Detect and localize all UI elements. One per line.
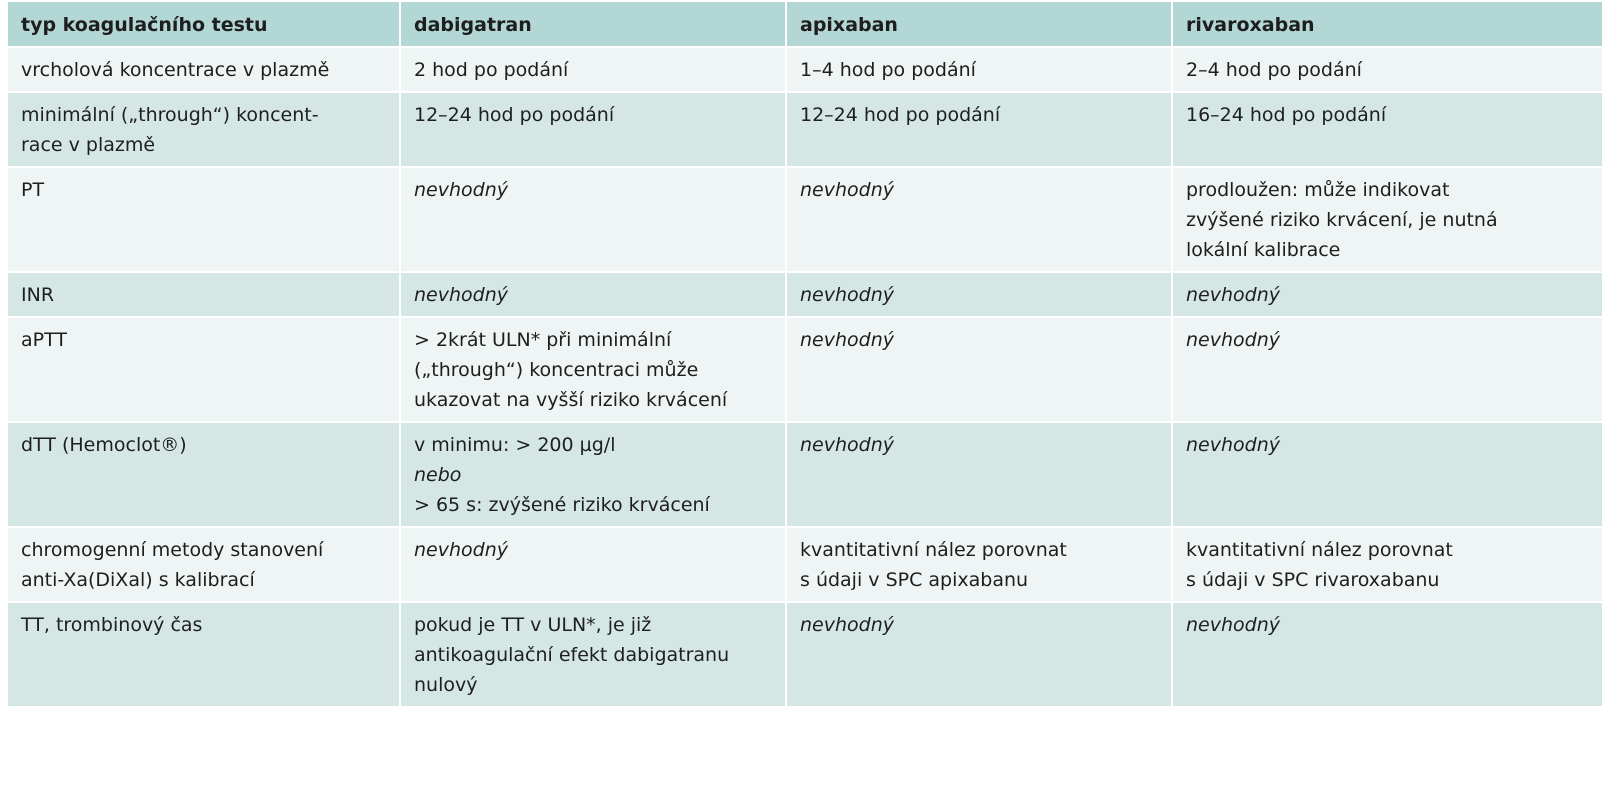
cell-dabigatran	[400, 422, 786, 527]
cell-line: > 65 s: zvýšené riziko krvácení	[414, 494, 710, 516]
table-row	[8, 602, 1602, 706]
header-test-type: typ koagulačního testu	[8, 2, 400, 47]
header-row	[8, 2, 1602, 47]
cell-apixaban: nevhodný	[786, 167, 1172, 272]
cell-line: > 2krát ULN* při minimální	[414, 329, 672, 351]
cell-line: antikoagulační efekt dabigatranu	[414, 644, 730, 666]
coagulation-test-table	[8, 2, 1602, 706]
row-label	[8, 92, 400, 167]
cell-dabigatran: nevhodný	[400, 272, 786, 317]
header-dabigatran: dabigatran	[400, 2, 786, 47]
row-label-line: race v plazmě	[21, 134, 156, 156]
row-label: dTT (Hemoclot®)	[8, 422, 400, 527]
cell-dabigatran: 12–24 hod po podání	[400, 92, 786, 167]
cell-dabigatran	[400, 317, 786, 422]
cell-apixaban: 1–4 hod po podání	[786, 47, 1172, 92]
table-row	[8, 272, 1602, 317]
cell-line: prodloužen: může indikovat	[1186, 179, 1450, 201]
row-label: TT, trombinový čas	[8, 602, 400, 706]
coagulation-test-table-container	[8, 2, 1602, 706]
table-row	[8, 527, 1602, 602]
cell-line: kvantitativní nález porovnat	[1186, 539, 1453, 561]
table-row	[8, 167, 1602, 272]
cell-line: zvýšené riziko krvácení, je nutná	[1186, 209, 1498, 231]
cell-apixaban: nevhodný	[786, 272, 1172, 317]
cell-rivaroxaban: nevhodný	[1172, 317, 1602, 422]
cell-rivaroxaban: 2–4 hod po podání	[1172, 47, 1602, 92]
row-label-line: chromogenní metody stanovení	[21, 539, 324, 561]
header-rivaroxaban: rivaroxaban	[1172, 2, 1602, 47]
cell-line: v minimu: > 200 µg/l	[414, 434, 616, 456]
table-row	[8, 422, 1602, 527]
table-row	[8, 47, 1602, 92]
row-label: aPTT	[8, 317, 400, 422]
table-row	[8, 92, 1602, 167]
cell-line: pokud je TT v ULN*, je již	[414, 614, 652, 636]
table-body	[8, 47, 1602, 706]
cell-line: nulový	[414, 674, 478, 696]
cell-line: s údaji v SPC rivaroxabanu	[1186, 569, 1440, 591]
cell-apixaban: nevhodný	[786, 602, 1172, 706]
table-header	[8, 2, 1602, 47]
cell-apixaban: nevhodný	[786, 317, 1172, 422]
cell-apixaban: nevhodný	[786, 422, 1172, 527]
row-label: vrcholová koncentrace v plazmě	[8, 47, 400, 92]
cell-rivaroxaban: nevhodný	[1172, 272, 1602, 317]
row-label-line: minimální („through“) koncent-	[21, 104, 319, 126]
cell-dabigatran: nevhodný	[400, 527, 786, 602]
row-label	[8, 527, 400, 602]
cell-line: lokální kalibrace	[1186, 239, 1341, 261]
cell-rivaroxaban: 16–24 hod po podání	[1172, 92, 1602, 167]
row-label: INR	[8, 272, 400, 317]
table-row	[8, 317, 1602, 422]
cell-line: ukazovat na vyšší riziko krvácení	[414, 389, 728, 411]
cell-apixaban: 12–24 hod po podání	[786, 92, 1172, 167]
row-label: PT	[8, 167, 400, 272]
cell-rivaroxaban: nevhodný	[1172, 602, 1602, 706]
cell-apixaban	[786, 527, 1172, 602]
cell-line: („through“) koncentraci může	[414, 359, 699, 381]
cell-dabigatran: nevhodný	[400, 167, 786, 272]
cell-dabigatran	[400, 602, 786, 706]
row-label-line: anti-Xa(DiXal) s kalibrací	[21, 569, 255, 591]
cell-rivaroxaban: nevhodný	[1172, 422, 1602, 527]
cell-line: kvantitativní nález porovnat	[800, 539, 1067, 561]
cell-rivaroxaban	[1172, 167, 1602, 272]
header-apixaban: apixaban	[786, 2, 1172, 47]
cell-line: nebo	[414, 464, 462, 486]
cell-dabigatran: 2 hod po podání	[400, 47, 786, 92]
cell-rivaroxaban	[1172, 527, 1602, 602]
cell-line: s údaji v SPC apixabanu	[800, 569, 1029, 591]
